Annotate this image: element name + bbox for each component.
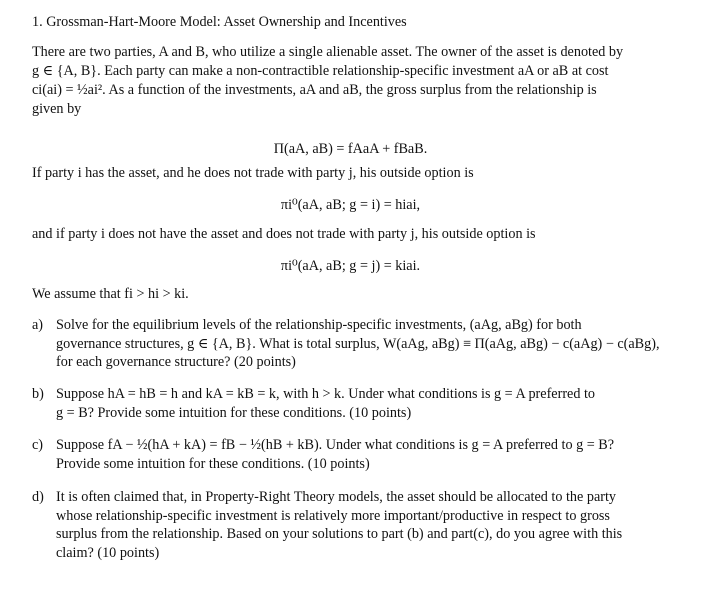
intro-line: given by [32, 101, 82, 117]
question-text [56, 488, 661, 562]
equation-outside-option-owner: πi⁰(aA, aB; g = i) = hiai, [280, 197, 421, 213]
equation-gross-surplus: Π(aA, aB) = fAaA + fBaB. [273, 141, 428, 157]
question-line: g = B? Provide some intuition for these conditions. (10 points) [56, 404, 412, 421]
question-label: c) [32, 437, 44, 453]
question-heading: 1. Grossman-Hart-Moore Model: Asset Ownership and Incentives [32, 14, 407, 30]
outside-option-text-owner: If party i has the asset, and he does not trade with party j, his outside option is [32, 165, 474, 181]
intro-paragraph [32, 43, 672, 119]
question-line: governance structures, g ∈ {A, B}. What is total surplus, W(aAg, aBg) ≡ Π(aAg, aBg) − c(aAg) − c(aBg), [56, 335, 660, 352]
question-line: Provide some intuition for these conditions. (10 points) [56, 455, 370, 472]
question-line: Suppose hA = hB = h and kA = kB = k, with h > k. Under what conditions is g = A preferred to [56, 386, 596, 402]
outside-option-text-nonowner: and if party i does not have the asset and does not trade with party j, his outside option is [32, 226, 536, 242]
question-text [56, 316, 661, 372]
equation-outside-option-nonowner: πi⁰(aA, aB; g = j) = kiai. [280, 258, 421, 274]
assumption-text: We assume that fi > hi > ki. [32, 286, 189, 302]
question-text [56, 385, 661, 422]
question-line: for each governance structure? (20 points) [56, 354, 296, 370]
intro-line: g ∈ {A, B}. Each party can make a non-contractible relationship-specific investment aA or aB at cost [32, 63, 609, 79]
question-label: a) [32, 317, 44, 333]
question-line: It is often claimed that, in Property-Right Theory models, the asset should be allocated to the party [56, 489, 617, 505]
question-text [56, 436, 661, 473]
question-label: b) [32, 386, 44, 402]
question-line: whose relationship-specific investment is relatively more important/productive in respect to gross [56, 507, 610, 524]
intro-line: ci(ai) = ½ai². As a function of the investments, aA and aB, the gross surplus from the relationship is [32, 82, 597, 98]
question-line: claim? (10 points) [56, 544, 160, 561]
question-line: surplus from the relationship. Based on your solutions to part (b) and part(c), do you agree with this [56, 526, 623, 542]
question-line: Suppose fA − ½(hA + kA) = fB − ½(hB + kB). Under what conditions is g = A preferred to g = B? [56, 437, 615, 453]
question-label: d) [32, 489, 44, 505]
intro-line: There are two parties, A and B, who utilize a single alienable asset. The owner of the asset is denoted by [32, 44, 624, 60]
question-line: Solve for the equilibrium levels of the relationship-specific investments, (aAg, aBg) for both [56, 317, 582, 333]
